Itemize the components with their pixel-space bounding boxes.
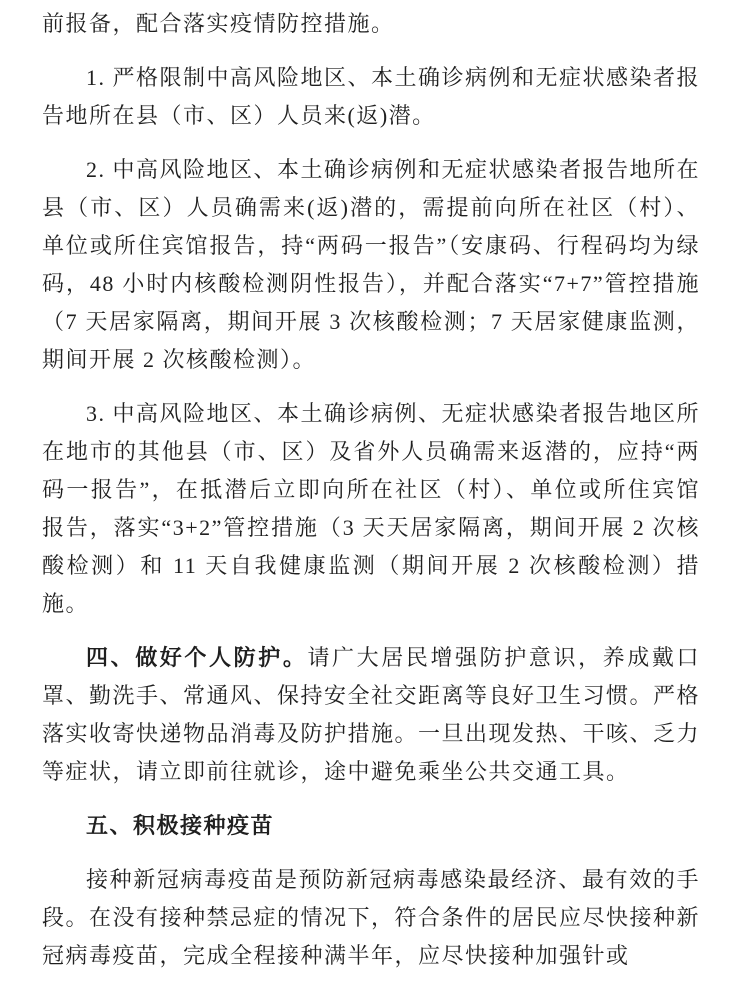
paragraph-section-4 — [42, 639, 700, 791]
paragraph-item-2: 2. 中高风险地区、本土确诊病例和无症状感染者报告地所在县（市、区）人员确需来(返)潜的，需提前向所在社区（村）、单位或所住宾馆报告，持“两码一报告”（安康码、行程码均为绿码，48 小时内核酸检测阴性报告），并配合落实“7+7”管控措施（7 天居家隔离，期间开展 3 次核酸检测；7 天居家健康监测，期间开展 2 次核酸检测）。 — [42, 157, 701, 372]
paragraph-item-1: 1. 严格限制中高风险地区、本土确诊病例和无症状感染者报告地所在县（市、区）人员来(返)潜。 — [42, 65, 701, 128]
section-4-body-text: 请广大居民增强防护意识，养成戴口罩、勤洗手、常通风、保持安全社交距离等良好卫生习惯。严格落实收寄快递物品消毒及防护措施。一旦出现发热、干咳、乏力等症状，请立即前往就诊，途中避免乘坐公共交通工具。 — [42, 645, 701, 784]
section-4-heading-inline: 四、做好个人防护。 — [86, 645, 308, 670]
paragraph-continuation: 前报备，配合落实疫情防控措施。 — [42, 11, 395, 36]
section-5-heading: 五、积极接种疫苗 — [86, 813, 275, 838]
paragraph-vaccine: 接种新冠病毒疫苗是预防新冠病毒感染最经济、最有效的手段。在没有接种禁忌症的情况下，符合条件的居民应尽快接种新冠病毒疫苗，完成全程接种满半年，应尽快接种加强针或 — [42, 867, 701, 968]
paragraph-item-3: 3. 中高风险地区、本土确诊病例、无症状感染者报告地区所在地市的其他县（市、区）及省外人员确需来返潜的，应持“两码一报告”，在抵潜后立即向所在社区（村）、单位或所住宾馆报告，落实“3+2”管控措施（3 天天居家隔离，期间开展 2 次核酸检测）和 11 天自我健康监测（期间开展 2 次核酸检测）措施。 — [42, 401, 701, 616]
